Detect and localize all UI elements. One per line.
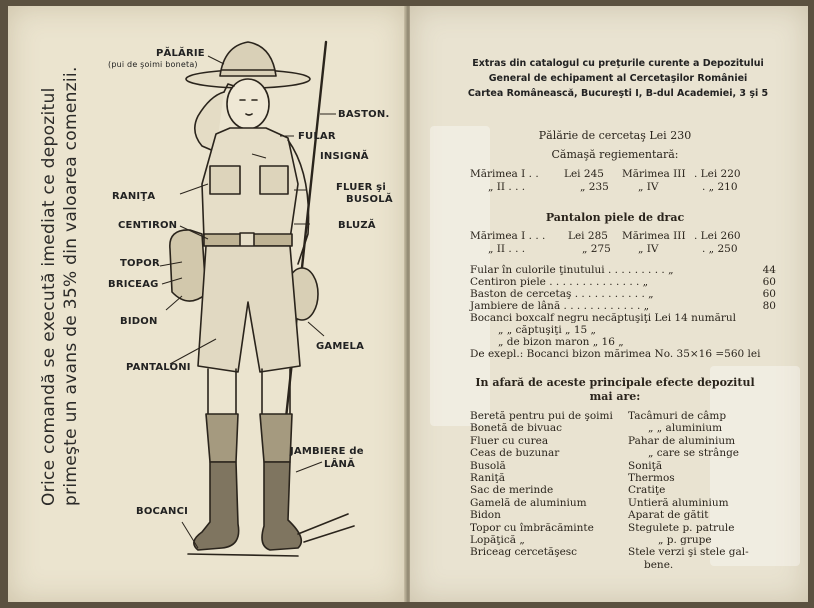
book-spread	[8, 6, 808, 602]
other-items-title: In afară de aceste principale efecte depozitul	[475, 376, 755, 389]
shirt-price-d: . „ 210	[702, 181, 738, 193]
item-name: Fular în culorile ţinutului . . . . . . . . . „	[470, 264, 674, 276]
item-name: Baston de cercetaş . . . . . . . . . . . „	[470, 288, 654, 300]
list-item: Briceag cercetăşesc	[470, 546, 578, 559]
list-item: „ „ aluminium	[648, 422, 723, 435]
other-items-column-2	[628, 410, 749, 571]
label-gamela: GAMELA	[316, 341, 365, 352]
label-busola: BUSOLĂ	[346, 194, 393, 205]
list-item: Fluer cu curea	[470, 434, 549, 447]
price-line	[470, 264, 776, 276]
item-price: 80	[762, 300, 776, 312]
item-price: 60	[762, 276, 776, 288]
list-item: Stegulete p. patrule	[628, 521, 735, 534]
price-line	[470, 300, 776, 312]
label-topor: TOPOR	[120, 258, 160, 269]
list-item: Aparat de gătit	[628, 509, 709, 522]
label-briceag: BRICEAG	[108, 279, 159, 290]
list-item: Gamelă de aluminium	[470, 496, 587, 509]
list-item: Bidon	[470, 509, 501, 522]
list-item: Stele verzi şi stele gal-	[628, 546, 749, 559]
hat-price: Pălărie de cercetaş Lei 230	[538, 129, 692, 142]
list-item: Busolă	[470, 459, 506, 472]
list-item: Beretă pentru pui de şoimi	[470, 410, 613, 422]
list-item: Thermos	[628, 472, 675, 485]
list-item: Soniţă	[628, 459, 663, 472]
shirt-size-a: „ II . . .	[488, 181, 526, 193]
header-line-2: General de echipament al Cercetaşilor României	[488, 73, 748, 84]
list-item: Topor cu îmbrăcăminte	[470, 521, 594, 534]
list-item: Raniţă	[470, 472, 506, 485]
other-items-subtitle: mai are:	[589, 390, 641, 403]
list-item: „ p. grupe	[658, 534, 712, 547]
list-item: Ceas de buzunar	[470, 447, 560, 460]
shirt-title: Cămaşă regiementară:	[551, 148, 679, 161]
list-item: Tacâmuri de câmp	[628, 410, 727, 422]
pants-price-d: . „ 250	[702, 243, 738, 255]
label-jambiere: JAMBIERE de	[290, 446, 364, 457]
label-bluza: BLUZĂ	[338, 220, 376, 231]
pants-price-b: Lei 285	[568, 230, 608, 242]
shirt-size-c: „ IV	[638, 181, 659, 193]
shirt-price-b: „ 235	[580, 181, 609, 193]
list-item: Bonetă de bivuac	[470, 422, 563, 435]
list-item: „ care se strânge	[648, 447, 740, 460]
order-note-line-1: Orice comandă se execută imediat ce depozitul	[39, 87, 59, 506]
item-name: Jambiere de lână . . . . . . . . . . . . „	[470, 300, 650, 312]
pants-price-d: . Lei 260	[694, 230, 741, 242]
boots-line-2: „ „ căptuşiţi „ 15 „	[498, 324, 596, 336]
label-fular: FULAR	[298, 131, 336, 142]
shirt-price-d: . Lei 220	[694, 168, 741, 180]
item-name: Centiron piele . . . . . . . . . . . . . . „	[470, 276, 649, 288]
label-palarie-note: (pui de şoimi boneta)	[108, 60, 198, 69]
label-baston: BASTON.	[338, 109, 390, 120]
label-bocanci: BOCANCI	[136, 506, 189, 517]
label-fluer: FLUER şi	[336, 182, 386, 193]
right-page	[410, 6, 808, 602]
label-lana: LÂNĂ	[324, 459, 356, 470]
boots-example: De exepl.: Bocanci bizon mărimea No. 35×16 =560 lei	[470, 348, 761, 360]
boots-line-1: Bocanci boxcalf negru necăptuşiţi Lei 14 numărul	[470, 312, 736, 324]
item-price: 60	[762, 288, 776, 300]
pants-title: Pantalon piele de drac	[545, 211, 685, 224]
pants-size-c: „ IV	[638, 243, 659, 255]
shirt-price-b: Lei 245	[564, 168, 604, 180]
pants-size-a: „ II . . .	[488, 243, 526, 255]
other-items-column-1	[470, 410, 613, 559]
pants-size-a: Mărimea I . . .	[470, 230, 546, 242]
order-note-line-2: primeşte un avans de 35% din valoarea comenzii.	[61, 66, 81, 506]
shirt-size-c: Mărimea III	[622, 168, 686, 180]
label-pantaloni: PANTALONI	[126, 362, 191, 373]
price-catalogue	[410, 6, 808, 602]
price-line	[470, 276, 776, 288]
label-ranita: RANIŢA	[112, 191, 156, 202]
list-item: Cratiţe	[628, 484, 666, 497]
list-item: Sac de merinde	[470, 484, 554, 497]
label-insigna: INSIGNĂ	[320, 151, 369, 162]
label-centiron: CENTIRON	[118, 220, 178, 231]
left-page	[8, 6, 406, 602]
order-note	[38, 66, 82, 506]
label-palarie: PĂLĂRIE	[156, 48, 205, 59]
scout-illustration	[98, 34, 358, 579]
pants-size-c: Mărimea III	[622, 230, 686, 242]
list-item: Lopăţică „	[470, 534, 525, 547]
list-item: bene.	[644, 558, 674, 571]
list-item: Untieră aluminium	[628, 496, 729, 509]
header-line-3: Cartea Românească, Bucureşti I, B-dul Academiei, 3 şi 5	[467, 88, 769, 99]
list-item: Pahar de aluminium	[628, 434, 736, 447]
price-line	[470, 288, 776, 300]
item-price: 44	[762, 264, 776, 276]
shirt-size-a: Mărimea I . .	[470, 168, 539, 180]
boots-line-3: „ de bizon maron „ 16 „	[498, 336, 624, 348]
pants-price-b: „ 275	[582, 243, 611, 255]
catalogue-header	[462, 56, 774, 101]
label-bidon: BIDON	[120, 316, 158, 327]
header-line-1: Extras din catalogul cu preţurile curente a Depozitului	[472, 58, 764, 69]
